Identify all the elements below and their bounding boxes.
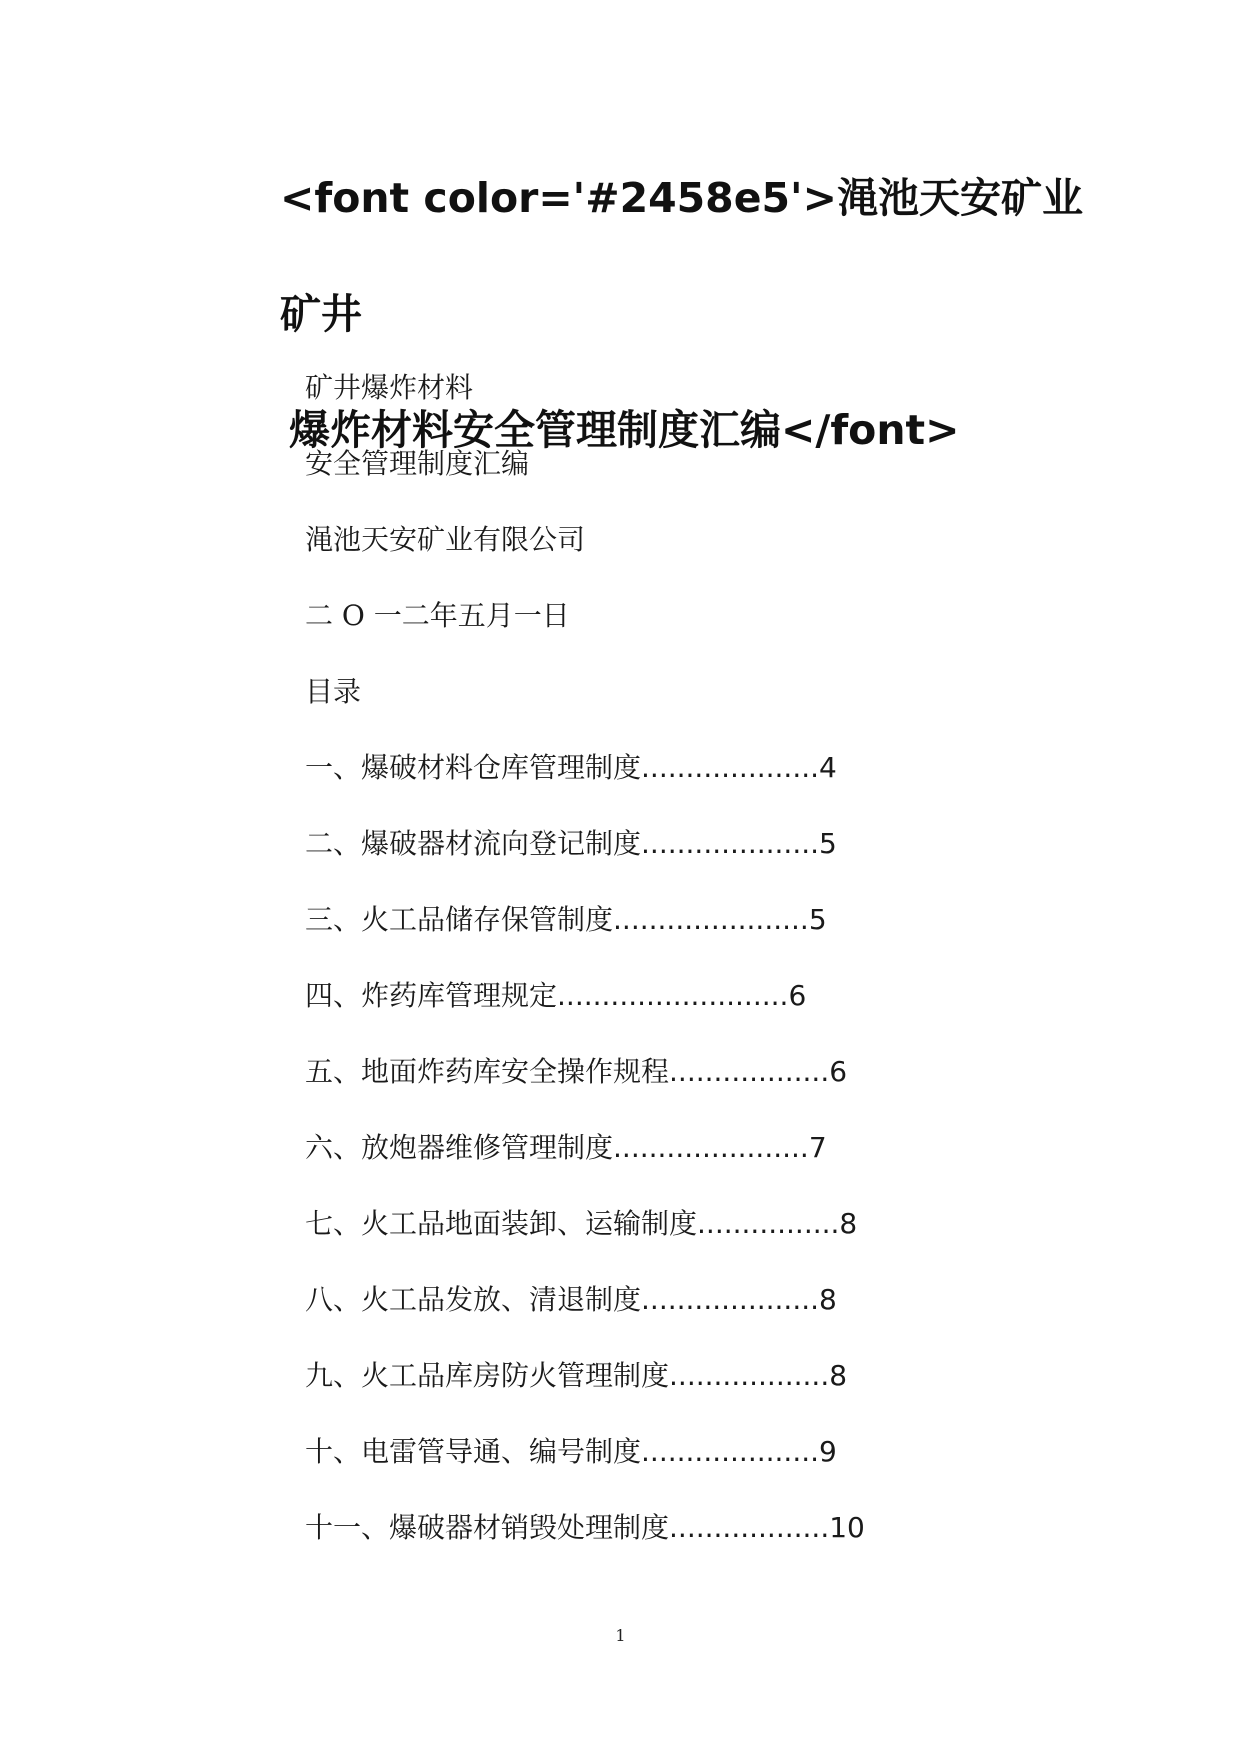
- toc-entry-page: 6: [829, 1055, 848, 1088]
- toc-entry-label: 一、爆破材料仓库管理制度: [305, 751, 642, 784]
- toc-entry-page: 5: [819, 827, 837, 860]
- toc-entry-label: 十、电雷管导通、编号制度: [305, 1435, 642, 1468]
- title-line-2: 爆炸材料安全管理制度汇编</font>: [289, 406, 960, 454]
- cover-line-2: 安全管理制度汇编: [305, 447, 530, 480]
- toc-entry: [305, 1282, 1125, 1358]
- toc-entry-label: 九、火工品库房防火管理制度: [305, 1359, 670, 1392]
- page-number: 1: [615, 1626, 626, 1645]
- toc-entry-label: 五、地面炸药库安全操作规程: [305, 1055, 670, 1088]
- toc-entry: [305, 1206, 1125, 1282]
- cover-line-1: 矿井爆炸材料: [305, 371, 474, 404]
- document-body: [305, 370, 1125, 1586]
- toc-entry: [305, 1358, 1125, 1434]
- toc-entry-label: 八、火工品发放、清退制度: [305, 1283, 642, 1316]
- toc-entry: [305, 978, 1125, 1054]
- toc-entry-leader: ..................: [669, 1359, 830, 1392]
- toc-entry-leader: ....................: [641, 1435, 820, 1468]
- toc-entry-page: 9: [819, 1435, 837, 1468]
- toc-entry-leader: ....................: [641, 1283, 820, 1316]
- toc-entry-label: 四、炸药库管理规定: [305, 979, 558, 1012]
- toc-entry-label: 十一、爆破器材销毁处理制度: [305, 1511, 670, 1544]
- toc-entry-leader: ......................: [613, 903, 809, 936]
- toc-entry-leader: ..................: [669, 1055, 830, 1088]
- toc-entry: [305, 1054, 1125, 1130]
- toc-entry-leader: ......................: [613, 1131, 809, 1164]
- toc-entry-page: 6: [788, 979, 807, 1012]
- title-line-1: <font color='#2458e5'>渑池天安矿业矿井: [280, 174, 1083, 338]
- toc-entry: [305, 826, 1125, 902]
- toc-entry-page: 8: [819, 1283, 837, 1316]
- toc-entry-label: 三、火工品储存保管制度: [305, 903, 614, 936]
- toc-entry-leader: ....................: [641, 751, 820, 784]
- toc-entry-leader: ..........................: [557, 979, 789, 1012]
- toc-entry-label: 二、爆破器材流向登记制度: [305, 827, 642, 860]
- toc-entry-page: 7: [808, 1131, 827, 1164]
- toc-entry: [305, 1130, 1125, 1206]
- cover-date: 二 O 一二年五月一日: [305, 599, 570, 632]
- toc-entry-page: 8: [829, 1359, 848, 1392]
- toc-entry-page: 8: [839, 1207, 858, 1240]
- toc-entry-page: 5: [808, 903, 827, 936]
- toc-entry-page: 4: [819, 751, 837, 784]
- toc-entry: [305, 750, 1125, 826]
- cover-company: 渑池天安矿业有限公司: [305, 523, 586, 556]
- toc-entry: [305, 902, 1125, 978]
- toc-entry: [305, 1510, 1125, 1586]
- toc-entry-page: 10: [829, 1511, 865, 1544]
- toc-entry-label: 七、火工品地面装卸、运输制度: [305, 1207, 698, 1240]
- toc-entry: [305, 1434, 1125, 1510]
- toc-entry-leader: ................: [697, 1207, 840, 1240]
- toc-entry-label: 六、放炮器维修管理制度: [305, 1131, 614, 1164]
- toc-entry-leader: ....................: [641, 827, 820, 860]
- toc-heading: 目录: [305, 675, 362, 708]
- toc-entry-leader: ..................: [669, 1511, 830, 1544]
